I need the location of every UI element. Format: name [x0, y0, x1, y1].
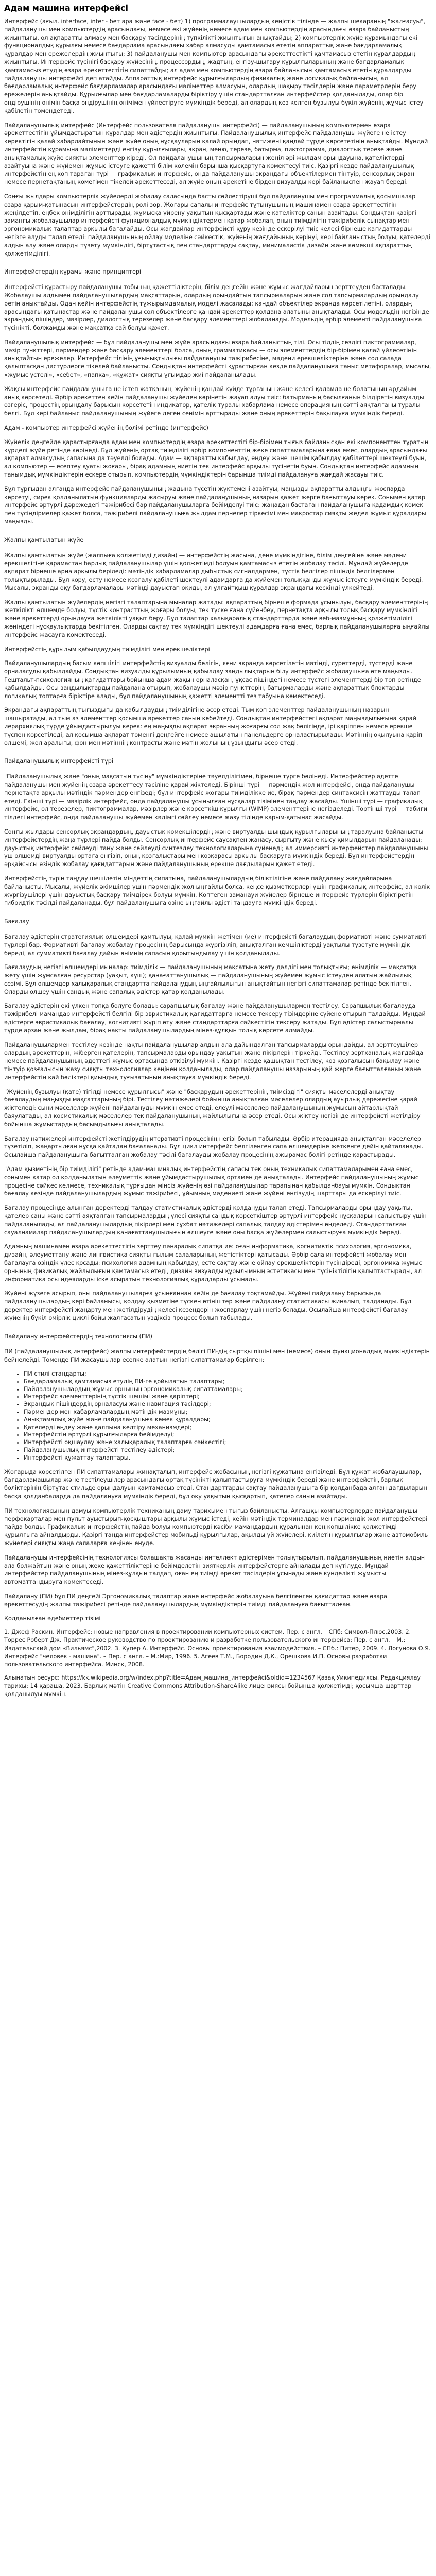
section-heading: Бағалау	[4, 918, 29, 925]
paragraph: Бағалау әдістерін стратегиялық өлшемдері қамтылуы, қалай мүмкін жетімен (ие) интерфейсті бағалаудың формативті және суммативті түрлері бар. Формативті бағалау жобалау процесінің барысында жүргізіліп, анықталған кемшіліктерді уақтылы түзетуге мүмкіндік береді, ал суммативті бағалау дайын өнімнің сапасын қорытындылау үшін қолданылады.	[4, 933, 427, 957]
paragraph: Бағалау әдістерін екі үлкен топқа бөлуге болады: сарапшылық бағалау және пайдаланушылармен тестілеу. Сарапшылық бағалауда тәжірибелі мамандар интерфейсті белгілі бір эвристикалық қағидаттарға немесе тексеру тізімдеріне сүйене отырып талдайды. Мұндай әдістерге эвристикалық бағалау, когнитивті жүріп өту және стандарттарға сәйкестігін тексеру жатады. Бұл әдістер салыстырмалы түрде арзан және жылдам, бірақ нақты пайдаланушылардың мінез-құлқын толық көрсете алмайды.	[4, 1003, 426, 1034]
paragraph: Пайдаланушылық интерфейс — бұл пайдаланушы мен жүйе арасындағы өзара байланыстың тілі. Осы тілдің сөздігі пиктограммалар, мәзір пункттері, пәрмендер және басқару элементтері болса, оның грамматикасы — осы элементтердің бір-бірімен қалай үйлесетінін анықтайтын ережелер. Интерфейс тілінің ұғынықтылығы пайдаланушы тәжірибесіне, мәдени ерекшеліктеріне және сол салада қалыптасқан дәстүрлерге тікелей байланысты. Сондықтан интерфейсті құрастырған кезде пайдаланушыға таныс метафоралар, мысалы, «жұмыс үстелі», «себет», «папка», «құжат» сияқты ұғымдар жиі пайдаланылады.	[4, 338, 431, 379]
paragraph: Адам - компьютер интерфейсі жүйенің бөлімі ретінде (интерфейс)	[4, 425, 208, 432]
paragraph: Пайдаланушы интерфейсінің технологиясы болашақта жасанды интеллект әдістерімен толықтырылып, пайдаланушының ниетін алдын ала болжайтын және оның жеке қажеттіліктеріне бейімделетін зияткерлік интерфейстерге айналады деп күтілуде. Мұндай интерфейстер пайдаланушының мінез-құлқын талдап, оған ең тиімді әрекет тәсілдерін ұсынады және күнделікті жұмысты автоматтандыруға көмектеседі.	[4, 1554, 425, 1586]
list-item: • Интерфейсті оқшаулау және халықаралық талаптарға сәйкестігі;	[24, 1439, 432, 1447]
article-section	[4, 757, 432, 907]
section-heading: Жалпы қамтылатын жүйе	[4, 536, 84, 544]
list-item: • Интерфейстің әртүрлі құрылғыларға бейімделуі;	[24, 1431, 432, 1439]
section-heading: Пайдалану интерфейстердің технологиясы (ПИ)	[4, 1333, 152, 1340]
paragraph: Пайдалану (ПИ) бұл ПИ деңгейі Эргономикалық талаптар және интерфейс жобалауына белгіленген қағидаттар және өзара әрекеттесудің жалпы тәжірибесі ретінде пайдаланушылардың мүмкіндіктерін тиімді пайдалануға бағытталған.	[4, 1592, 388, 1608]
paragraph: Алынатын ресурс: https://kk.wikipedia.org/w/index.php?title=Адам_машина_интерфейсі&oldid=1234567 Қазақ Уикипедиясы. Редакциялау тарихы: 14 қараша, 2023. Барлық мәтін Creative Commons Attribution-ShareAlike лицензиясы бойынша қолжетімді; қосымша шарттар қолданылуы мүмкін.	[4, 1674, 421, 1698]
article-body	[4, 18, 432, 1699]
paragraph: Соңғы жылдары компьютерлік жүйелерді жобалау саласында басты сөйлестіруші бұл пайдаланушы мен программалық қосымшалар өзара қарым-қатынасын интерфейстердің рөлі зор. Жоғары сапалы интерфейс тұтынушының машинамен өзара әрекеттестігін жеңілдетіп, еңбек өнімділігін арттырады, жұмысқа үйрену уақытын қысқартады және қателіктер санын азайтады. Сондықтан қазіргі заманғы жобалаушылар интерфейсті функционалдық мүмкіндіктермен қатар жобалап, оның тиімділігін тәжірибелік сынақтар мен эргономикалық талаптар арқылы бағалайды. Осы жағдайлар интерфейсті құру кезінде ескерілуі тиіс келесі бірнеше қағидаттарды негізге алуды талап етеді: пайдаланушының ойлау моделіне сәйкестік, жүйенің жағдайының көрінуі, кері байланыстың болуы, қателерді алдын алу және оларды түзету мүмкіндігі, біртұтастық пен стандарттарды сақтау, минималистік дизайн және көмекші ақпараттың қолжетімділігі.	[4, 193, 430, 257]
article-section	[4, 1468, 432, 1609]
article-section	[4, 918, 432, 1322]
paragraph: Жақсы интерфейс пайдаланушыға не істеп жатқанын, жүйенің қандай күйде тұрғанын және келесі қадамда не болатынын әрдайым анық көрсетеді. Әрбір әрекеттен кейін пайдаланушы жүйеден көрінетін жауап алуы тиіс: батырманың басылғанын білдіретін визуалды өзгеріс, процестің орындалу барысын көрсететін индикатор, қателік туралы хабарлама немесе операцияның сәтті аяқталғаны туралы белгі. Бұл кері байланыс пайдаланушының жүйеге деген сенімін арттырады және оның әрекеттерін бақылауға мүмкіндік береді.	[4, 385, 424, 417]
paragraph: Пайдаланушылық интерфейс (Интерфейс пользователя пайдаланушы интерфейсі) — пайдаланушының компьютермен өзара әрекеттестігін ұйымдастыратын құралдар мен әдістердің жиынтығы. Пайдаланушылық интерфейс пайдаланушы жүйеге не істеу керектігін қалай хабарлайтынын және жүйе оның нұсқауларын қалай орындап, нәтижені қандай түрде көрсететінін анықтайды. Мұндай интерфейстің құрамына мәліметтерді енгізу құрылғылары, экран, меню, терезе, батырма, пиктограмма, диалогтық терезе және анықтамалық жүйе сияқты элементтер кіреді. Ол пайдаланушының тапсырмаларын жеңіл әрі жылдам орындауына, қателіктерді азайтуына және жүйемен жұмыс істеуге қажетті білім көлемін барынша қысқартуға көмектесуі тиіс. Қазіргі кезде пайдаланушылық интерфейстің ең көп тараған түрі — графикалық интерфейс, онда пайдаланушы экрандағы объектілермен тінтуір, сенсорлық экран немесе пернетақтаның көмегімен тікелей әрекеттеседі, ал жүйе оның әрекетіне бірден визуалды кері байланыспен жауап береді.	[4, 122, 428, 186]
section-heading: Интерфейстердің құрамы және принциптері	[4, 268, 142, 276]
paragraph: ПИ (пайдаланушылық интерфейс) жалпы интерфейстердің бөлігі ПИ-дің сыртқы пішіні мен (немесе) оның функционалдық мүмкіндіктерін бейнелейді. Төменде ПИ жасаушылар есепке алатын негізгі сипаттамалар берілген:	[4, 1348, 430, 1364]
article-section	[4, 18, 432, 187]
list-item: • Қателерді өңдеу және қалпына келтіру механизмдері;	[24, 1424, 432, 1432]
list-item: • Бағдарламалық қамтамасыз етудің ПИ-ге қойылатын талаптары;	[24, 1378, 432, 1386]
paragraph: Интерфейстің құрылым қабылдаудың тиімділігі мен ерекшеліктері	[4, 646, 210, 653]
paragraph: "Адам қызметінің бір тиімділігі" ретінде адам-машиналық интерфейстің сапасы тек оның техникалық сипаттамаларымен ғана емес, сонымен қатар ол қолданылатын әлеуметтік және ұйымдастырушылық ортамен де анықталады. Интерфейс пайдаланушының жұмыс процесіне сәйкес келмесе, техникалық тұрғыдан мінсіз жүйенің өзі пайдаланушылар тарапынан қабылданбауы мүмкін. Сондықтан бағалау кезінде пайдаланушылардың жұмыс тәжірибесі, ұйымның мәдениеті және жүйені енгізудің шарттары да ескерілуі тиіс.	[4, 1166, 419, 1197]
paragraph: Бағалау нәтижелері интерфейсті жетілдірудің итеративті процесінің негізі болып табылады. Әрбір итерацияда анықталған мәселелер түзетіліп, жаңартылған нұсқа қайтадан бағаланады. Бұл цикл интерфейс белгіленген сапа өлшемдеріне жеткенге дейін қайталанады. Осылайша пайдаланушыға бағытталған жобалау тәсілі бағалауды жобалау процесінің ажырамас бөлігі ретінде қарастырады.	[4, 1135, 424, 1159]
paragraph: Интерфейс (ағыл. interface, inter - бет ара және face - бет) 1) программалаушылардың кеңістік тілінде — жалпы шекараның "жалғасуы", пайдаланушы мен компьютердің арасындағы, немесе екі жүйенің немесе адам мен компьютердің арасындағы өзара байланыстың жиынтығы, ол ақпаратты алмасу мен басқару тәсілдерінің түпкілікті жиынтығын анықтайды; 2) компьютерлік жүйе құрамындағы екі функционалдық құрылғы немесе бағдарлама арасындағы хабар алмасуды қамтамасыз ететін аппараттық және бағдарламалық құралдар мен ережелердің жиынтығы; 3) пайдаланушы мен компьютер арасындағы әрекеттестікті қамтамасыз ететін құралдардың жиынтығы. Интерфейс түсінігі басқару жүйесінің, процессордың, жадтың, енгізу-шығару құрылғыларының және бағдарламалық қамтамасыз етудің өзара әрекеттестігін сипаттайды; ал адам мен компьютердің өзара байланысын қамтамасыз ететін құралдарды пайдаланушы интерфейсі деп атайды. Аппараттық интерфейс құрылғылардың физикалық және логикалық байланысын, ал бағдарламалық интерфейс бағдарламалар арасындағы мәліметтер алмасуын, олардың шақыру тәсілдерін және параметрлерін беру ережелерін анықтайды. Құрылғылар мен бағдарламаларды біріктіру үшін стандартталған интерфейстер қолданылады, олар бір өндірушінің өнімін басқа өндірушінің өнімімен үйлестіруге мүмкіндік береді, ал олардың кез келген бұзылуы бүкіл жүйенің жұмыс істеу қабілетін төмендетеді.	[4, 18, 425, 114]
paragraph: Жүйелік деңгейде қарастырғанда адам мен компьютердің өзара әрекеттестігі бір-бірімен тығыз байланысқан екі компоненттен тұратын күрделі жүйе ретінде көрінеді. Бұл жүйенің ортақ тиімділігі әрбір компоненттің жеке сипаттамаларына ғана емес, олардың арасындағы ақпарат алмасудың сапасына да тәуелді болады. Адам — ақпаратты қабылдау, өңдеу және шешім қабылдау қабілеттері шектеулі буын, ал компьютер — есептеу қуаты жоғары, бірақ адамның ниетін тек интерфейс арқылы түсінетін буын. Сондықтан интерфейс адамның танымдық мүмкіндіктерін ескере отырып, компьютердің мүмкіндіктерін барынша тиімді пайдалануға жағдай жасауы тиіс.	[4, 438, 429, 479]
paragraph: Экрандағы ақпараттың тығыздығы да қабылдаудың тиімділігіне әсер етеді. Тым көп элементтер пайдаланушының назарын шашыратады, ал тым аз элементтер қосымша әрекеттер санын көбейтеді. Сондықтан интерфейстегі ақпарат маңыздылығына қарай иерархиялық түрде ұйымдастырылуы керек: ең маңызды ақпарат экранның жоғарғы сол жақ бөлігінде, ірі қаріппен немесе ерекше түспен көрсетіледі, ал қосымша ақпарат төменгі деңгейге немесе ашылатын панельдерге орналастырылады. Мәтіннің оқылуына қаріп өлшемі, жол аралығы, фон мен мәтіннің контрасты және мәтін жолының ұзындығы әсер етеді.	[4, 707, 423, 747]
article-section	[4, 268, 432, 526]
list-item: • Пәрмендер мен хабарламалардың мәтіндік мазмұны;	[24, 1409, 432, 1416]
paragraph: Жоғарыда көрсетілген ПИ сипаттамалары жинақталып, интерфейс жобасының негізгі құжатына енгізіледі. Бұл құжат жобалаушылар, бағдарламашылар және тестілеушілер арасындағы ортақ түсінікті қалыптастыруға мүмкіндік береді және интерфейстің барлық бөліктерінің біртұтас стильде орындалуын қамтамасыз етеді. Стандарттарды сақтау пайдаланушыға бір қолданбада алған дағдыларын басқа қолданбаларда да пайдалануға мүмкіндік береді, бұл оқу уақытын қысқартып, қателер санын азайтады.	[4, 1468, 427, 1500]
paragraph: Қолданылған әдебиеттер тізімі	[4, 1615, 101, 1622]
section-heading: Пайдаланушылық интерфейсті түрі	[4, 758, 113, 765]
article-section	[4, 536, 432, 748]
paragraph: 1. Джеф Раскин. Интерфейс: новые направления в проектировании компьютерных систем. Пер. с англ. – СПб: Символ-Плюс,2003. 2. Торрес Роберт Дж. Практическое руководство по проектированию и разработке пользовательского интерфейса: Пер. с англ. – М.: Издательский дом «Вильямс",2002. 3. Купер А. Интерфейс. Основы проектирования взаимодействия. – СПб.: Питер, 2009. 4. Логунова О.Я. Интерфейс "человек - машина". – Пер. с англ. – М.:Мир, 1996. 5. Агеев Т.М., Бородин Д.К., Орешкова И.П. Основы разработки пользовательского интерфейса. Минск, 2008.	[4, 1629, 431, 1668]
paragraph: Пайдаланушылармен тестілеу кезінде нақты пайдаланушылар алдын ала дайындалған тапсырмаларды орындайды, ал зерттеушілер олардың әрекеттерін, жіберген қателерін, тапсырмаларды орындау уақытын және пікірлерін тіркейді. Тестілеу зертханалық жағдайда немесе пайдаланушының әдеттегі жұмыс ортасында өткізілуі мүмкін. Қазіргі кезде қашықтан тестілеу, көз қозғалысын бақылау және тінтуір қозғалысын жазу сияқты технологиялар кеңінен қолданылады, олар пайдаланушы назарының қай жерге бағытталғанын және интерфейстің қай бөліктері қиындық туғызатынын анықтауға мүмкіндік береді.	[4, 1041, 424, 1081]
list-item: • Интерфейс элементтерінің түстік шешімі және қаріптері;	[24, 1393, 432, 1401]
paragraph: Жалпы қамтылатын жүйе (жалпыға қолжетімді дизайн) — интерфейстің жасына, дене мүмкіндігіне, білім деңгейіне және мәдени ерекшелігіне қарамастан барлық пайдаланушылар үшін қолжетімді болуын қамтамасыз ететін жобалау тәсілі. Мұндай жүйелерде ақпарат бірнеше арна арқылы беріледі: мәтіндік хабарламалар дыбыстық сигналдармен, түстік белгілер пішіндік белгілермен толықтырылады. Бұл көру, есту немесе қозғалу қабілеті шектеулі адамдарға да жүйемен толыққанды жұмыс істеуге мүмкіндік береді. Мысалы, экранды оқу бағдарламалары мәтінді дауыстап оқиды, ал ұлғайтқыш құралдар экрандағы кескінді үлкейтеді.	[4, 552, 423, 591]
paragraph: Адамның машинамен өзара әрекеттестігін зерттеу пәнаралық сипатқа ие: оған информатика, когнитивтік психология, эргономика, дизайн, әлеуметтану және лингвистика сияқты ғылым салаларының жетістіктері қатысады. Әрбір сала интерфейсті жобалау мен бағалауға өзіндік үлес қосады: психология адамның қабылдау, есте сақтау және ойлау ерекшеліктерін түсіндіреді, эргономика жұмыс орнының физикалық жайлылығын қамтамасыз етеді, дизайн визуалды құрылымның эстетикасы мен түсініктілігін қалыптастырады, ал информатика осы идеяларды іске асыратын технологиялық құралдарды ұсынады.	[4, 1243, 422, 1283]
paragraph: "Пайдаланушылық және "оның мақсатын түсіну" мүмкіндіктеріне тәуелділігімен, бірнеше түрге бөлінеді. Интерфейстер әдетте пайдаланушы мен жүйенің өзара әрекеттесу тәсіліне қарай жіктеледі. Бірінші түрі — пәрмендік жол интерфейсі, онда пайдаланушы пернетақта арқылы мәтіндік пәрмендер енгізеді; бұл интерфейс жоғары тиімділікке ие, бірақ пәрмендер синтаксисін жаттауды талап етеді. Екінші түрі — мәзірлік интерфейс, онда пайдаланушы ұсынылған нұсқалар тізімінен таңдау жасайды. Үшінші түрі — графикалық интерфейс, ол терезелер, пиктограммалар, мәзірлер және көрсеткіш құрылғы (WIMP) элементтеріне негізделеді. Төртінші түрі — табиғи тілдегі интерфейс, онда пайдаланушы жүйемен кәдімгі сөйлеу немесе жазу тілінде қарым-қатынас жасайды.	[4, 773, 427, 821]
paragraph: Бұл тұрғыдан алғанда интерфейс пайдаланушының жадына түсетін жүктемені азайтуы, маңызды ақпаратты алдыңғы жоспарда көрсетуі, сирек қолданылатын функцияларды жасыруы және пайдаланушының назарын қажет жерге бағыттауы керек. Сонымен қатар интерфейс әртүрлі дәрежедегі тәжірибесі бар пайдаланушыларға бейімделуі тиіс: жаңадан бастаған пайдаланушыға қадамдық көмек пен түсіндірмелер қажет болса, тәжірибелі пайдаланушыға жылдам пернелер тіркесімі мен макростар сияқты жедел жұмыс құралдары маңызды.	[4, 485, 426, 526]
paragraph: Соңғы жылдары сенсорлық экрандардың, дауыстық көмекшілердің және виртуалды шындық құрылғыларының таралуына байланысты интерфейстердің жаңа түрлері пайда болды. Сенсорлық интерфейс саусақпен жанасу, сырғыту және қысу қимылдарын пайдаланады; дауыстық интерфейс сөйлеуді тану және сөйлеуді синтездеу технологияларына сүйенеді; ал иммерсивті интерфейстер пайдаланушыны үш өлшемді виртуалды ортаға енгізіп, оның қозғалыстары мен көзқарасы арқылы басқаруға мүмкіндік береді. Бұл интерфейстердің әрқайсысы өзіндік жобалау қағидаттарын және пайдаланушының ерекше дағдыларын қажет етеді.	[4, 828, 428, 868]
article-section	[4, 193, 432, 258]
paragraph: Жалпы қамтылатын жүйелердің негізгі талаптарына мыналар жатады: ақпараттың бірнеше формада ұсынылуы, басқару элементтерінің жеткілікті өлшемде болуы, түстік контрасттың жоғары болуы, тек түске ғана сүйенбеу, пернетақта арқылы толық басқару мүмкіндігі және әрекеттерді орындауға жеткілікті уақыт беру. Бұл талаптар халықаралық стандарттарда және веб-мазмұнның қолжетімділігі жөніндегі нұсқаулықтарда бекітілген. Оларды сақтау тек мүмкіндігі шектеулі адамдарға ғана емес, барлық пайдаланушыларға ыңғайлы интерфейс жасауға көмектеседі.	[4, 599, 430, 638]
paragraph: Интерфейсті құрастыру пайдаланушы тобының қажеттіліктерін, білім деңгейін және жұмыс жағдайларын зерттеуден басталады. Жобалаушы алдымен пайдаланушылардың мақсаттарын, олардың орындайтын тапсырмаларын және сол тапсырмалардың орындалу ретін анықтайды. Одан кейін интерфейстің тұжырымдамалық моделі жасалады: қандай объектілер экранда көрсетілетіні, олардың арасындағы қатынастар және пайдаланушы сол объектілерге қандай әрекеттер қолдана алатыны анықталады. Осы модельдің негізінде экрандық пішіндер, мәзірлер, диалогтық терезелер және басқару элементтері жобаланады. Модельдің әрбір элементі пайдаланушыға түсінікті, болжамды және мақсатқа сай болуы қажет.	[4, 284, 429, 332]
paragraph: Интерфейстің түрін таңдау шешілетін міндеттің сипатына, пайдаланушылардың біліктілігіне және пайдалану жағдайларына байланысты. Мысалы, жүйелік әкімшілер үшін пәрмендік жол ыңғайлы болса, кеңсе қызметкерлері үшін графикалық интерфейс, ал көлік жүргізушілері үшін дауыстық басқару тиімдірек болуы мүмкін. Көптеген заманауи жүйелер бірнеше интерфейс түрлерін біріктіретін гибридтік тәсілді пайдаланады, бұл пайдаланушыға өзіне ыңғайлы әдісті таңдауға мүмкіндік береді.	[4, 875, 430, 907]
list-item: • Пайдаланушылық интерфейсті тестілеу әдістері;	[24, 1447, 432, 1454]
list-item: • ПИ стилі стандарты;	[24, 1370, 432, 1378]
page-title: Адам машина интерфейсі	[4, 3, 128, 13]
list-item: • Анықтамалық жүйе және пайдаланушыға көмек құралдары;	[24, 1416, 432, 1424]
paragraph: Бағалаудың негізгі өлшемдері мыналар: тиімділік — пайдаланушының мақсатына жету дәлдігі мен толықтығы; өнімділік — мақсатқа жету үшін жұмсалған ресурстар (уақыт, күш); қанағаттанушылық — пайдаланушының жүйемен жұмыс істеуден алатын жайлылық сезімі. Бұл өлшемдер халықаралық стандартта пайдаланудың ыңғайлылығын анықтайтын негізгі сипаттамалар ретінде бекітілген. Оларды өлшеу үшін сандық және сапалық әдістер қатар қолданылады.	[4, 964, 417, 995]
paragraph: Пайдаланушылардың басым көпшілігі интерфейстің визуалды бөлігін, яғни экранда көрсетілетін мәтінді, суреттерді, түстерді және орналасуды қабылдайды. Сондықтан визуалды құрылымның қабылдау заңдылықтарын білу интерфейс жобалаушыға өте маңызды. Гештальт-психологияның қағидаттары бойынша адам жақын орналасқан, ұқсас пішіндегі немесе түстегі элементтерді бір топ ретінде қабылдайды. Осы заңдылықтарды пайдалана отырып, жобалаушы мәзір пункттерін, батырмаларды және ақпараттық блоктарды логикалық топтарға біріктіре алады, бұл пайдаланушының қажетті элементті тез табуына көмектеседі.	[4, 660, 421, 700]
paragraph: ПИ технологиясының дамуы компьютерлік техниканың даму тарихымен тығыз байланысты. Алғашқы компьютерлерде пайдаланушы перфокарталар мен пульт ауыстырып-қосқыштары арқылы жұмыс істеді, кейін мәтіндік терминалдар мен пәрмендік жол интерфейстері пайда болды. Графикалық интерфейстің пайда болуы компьютерді кәсіби мамандардың құралынан кең көпшілікке қолжетімді құрылғыға айналдырды. Қазіргі таңда интерфейстер мобильді құрылғылар, ақылды үй жүйелері, киілетін құрылғылар және автомобиль жүйелері сияқты жаңа салаларға кеңінен енуде.	[4, 1507, 428, 1547]
paragraph: "Жүйенің бұзылуы (қате) тігілді немесе құрылғысы" және "басқарудың әрекеттерінің тиімсіздігі" сияқты мәселелерді анықтау бағалаудың маңызды мақсаттарының бірі. Тестілеу нәтижелері бойынша анықталған мәселелер олардың ауырлық дәрежесіне қарай жіктеледі: сыни мәселелер жүйені пайдалануды мүмкін емес етеді, елеулі мәселелер пайдаланушының жұмысын айтарлықтай баяулатады, ал косметикалық мәселелер тек пайдаланушының жайлылығына әсер етеді. Осы жіктеу негізінде интерфейсті жетілдіру бойынша жұмыстардың басымдылығы анықталады.	[4, 1088, 421, 1128]
paragraph: Бағалау процесінде алынған деректерді талдау статистикалық әдістерді қолдануды талап етеді. Тапсырмаларды орындау уақыты, қателер саны және сәтті аяқталған тапсырмалардың үлесі сияқты сандық көрсеткіштер әртүрлі интерфейс нұсқаларын салыстыру үшін пайдаланылады, ал пайдаланушылардың пікірлері мен сұхбат нәтижелері сапалық талдау әдістерімен өңделеді. Стандартталған сауалнамалар пайдаланушылардың қанағаттанушылығын өлшеуге және оны басқа жүйелермен салыстыруға мүмкіндік береді.	[4, 1205, 427, 1236]
paragraph: Жүйені жүзеге асырып, оны пайдаланушыларға ұсынғаннан кейін де бағалау тоқтамайды. Жүйені пайдалану барысында пайдаланушылардың кері байланысы, қолдау қызметіне түскен өтініштер және пайдалану статистикасы жиналып, талданады. Бұл деректер интерфейсті жаңарту мен жетілдірудің келесі кезеңдерін жоспарлау үшін негіз болады. Осылайша интерфейсті бағалау жүйенің бүкіл өмірлік циклі бойы жалғасатын үздіксіз процесс болып табылады.	[4, 1290, 412, 1321]
list-item: • Экрандық пішіндердің орналасуы және навигация тәсілдері;	[24, 1401, 432, 1409]
list-item: • Интерфейсті құжаттау талаптары.	[24, 1454, 432, 1462]
article-section	[4, 1333, 432, 1462]
bullet-list	[4, 1370, 432, 1462]
list-item: • Пайдаланушылардың жұмыс орнының эргономикалық сипаттамалары;	[24, 1386, 432, 1394]
article-section	[4, 1615, 432, 1698]
